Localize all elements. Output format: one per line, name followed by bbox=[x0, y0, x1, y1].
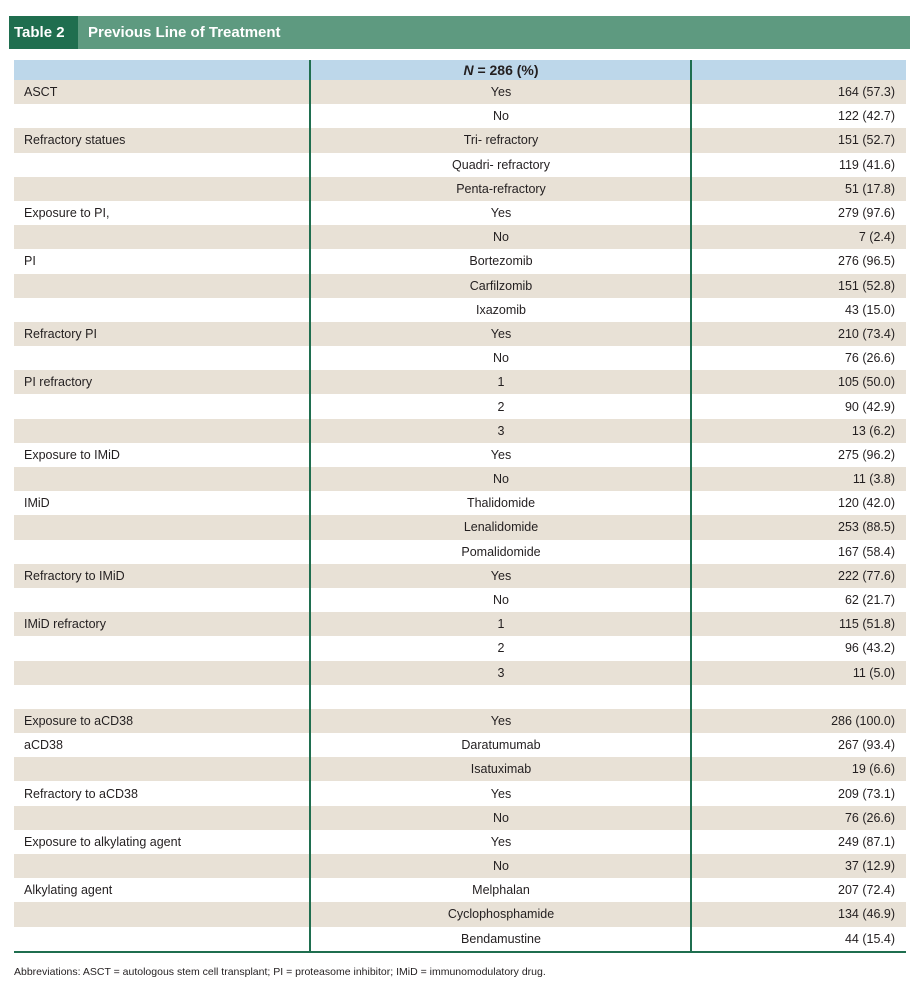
row-value-cell: 120 (42.0) bbox=[838, 496, 895, 511]
row-category-cell: No bbox=[493, 472, 509, 487]
row-value-cell: 267 (93.4) bbox=[838, 738, 895, 753]
row-value-cell: 51 (17.8) bbox=[844, 181, 895, 196]
row-label-cell: PI refractory bbox=[24, 375, 93, 390]
row-value-cell: 13 (6.2) bbox=[851, 423, 895, 438]
row-label-cell: Exposure to PI, bbox=[24, 206, 110, 221]
row-category-cell: No bbox=[493, 109, 509, 124]
row-label-cell: Exposure to alkylating agent bbox=[24, 834, 182, 849]
row-category-cell: Pomalidomide bbox=[461, 544, 541, 559]
row-value-cell: 210 (73.4) bbox=[838, 326, 895, 341]
row-category-cell: No bbox=[493, 859, 509, 874]
row-category-cell: 1 bbox=[497, 617, 505, 632]
row-category-cell: Bendamustine bbox=[461, 931, 541, 946]
row-category-cell: Carfilzomib bbox=[469, 278, 533, 293]
row-category-cell: No bbox=[493, 810, 509, 825]
row-value-cell: 275 (96.2) bbox=[838, 447, 895, 462]
row-value-cell: 11 (5.0) bbox=[852, 665, 895, 680]
row-value-cell: 11 (3.8) bbox=[852, 472, 895, 487]
table-title-bar bbox=[9, 16, 910, 49]
row-category-cell: Yes bbox=[490, 85, 512, 100]
row-label-cell bbox=[24, 927, 304, 951]
table-row bbox=[14, 709, 906, 733]
row-value-cell: 249 (87.1) bbox=[838, 834, 895, 849]
row-category-cell: No bbox=[493, 351, 509, 366]
table-row bbox=[14, 370, 906, 394]
row-value-cell: 151 (52.7) bbox=[838, 133, 895, 148]
table-row bbox=[14, 540, 906, 564]
header-n-label: N = 286 (%) bbox=[463, 62, 539, 78]
row-label-cell bbox=[24, 540, 304, 564]
row-label-cell: Refractory to aCD38 bbox=[24, 786, 138, 801]
row-label-cell bbox=[24, 588, 304, 612]
column-divider-2 bbox=[690, 60, 692, 951]
table-row bbox=[14, 854, 906, 878]
row-label-cell: aCD38 bbox=[24, 738, 63, 753]
row-label-cell bbox=[24, 636, 304, 660]
row-category-cell: 3 bbox=[497, 665, 505, 680]
row-label-cell bbox=[24, 757, 304, 781]
table-row bbox=[14, 878, 906, 902]
table-number-label: Table 2 bbox=[9, 16, 78, 49]
row-value-cell: 43 (15.0) bbox=[844, 302, 895, 317]
row-category-cell: Daratumumab bbox=[461, 738, 541, 753]
table-header-row bbox=[14, 60, 906, 80]
table-title: Previous Line of Treatment bbox=[88, 24, 281, 41]
row-value-cell: 90 (42.9) bbox=[844, 399, 895, 414]
row-value-cell: 276 (96.5) bbox=[838, 254, 895, 269]
table-row bbox=[14, 346, 906, 370]
row-label-cell bbox=[24, 274, 304, 298]
row-value-cell: 134 (46.9) bbox=[838, 907, 895, 922]
row-value-cell: 62 (21.7) bbox=[844, 593, 895, 608]
row-category-cell: Melphalan bbox=[472, 883, 530, 898]
table-row bbox=[14, 588, 906, 612]
table-row bbox=[14, 128, 906, 152]
table-body bbox=[14, 80, 906, 951]
row-label-cell: Exposure to IMiD bbox=[24, 447, 120, 462]
table-row bbox=[14, 661, 906, 685]
table-row bbox=[14, 153, 906, 177]
table-row bbox=[14, 394, 906, 418]
table-row bbox=[14, 902, 906, 926]
table-row bbox=[14, 274, 906, 298]
row-category-cell: Bortezomib bbox=[469, 254, 533, 269]
table-row bbox=[14, 685, 906, 709]
row-value-cell: 151 (52.8) bbox=[838, 278, 895, 293]
row-category-cell: Quadri- refractory bbox=[452, 157, 550, 172]
table-row bbox=[14, 201, 906, 225]
row-label-cell: IMiD bbox=[24, 496, 50, 511]
row-label-cell: PI bbox=[24, 254, 36, 269]
row-value-cell: 76 (26.6) bbox=[844, 351, 895, 366]
row-value-cell: 167 (58.4) bbox=[838, 544, 895, 559]
row-value-cell: 119 (41.6) bbox=[838, 157, 895, 172]
row-category-cell: No bbox=[493, 230, 509, 245]
row-label-cell: Exposure to aCD38 bbox=[24, 713, 134, 728]
table-row bbox=[14, 636, 906, 660]
row-label-cell bbox=[24, 685, 304, 709]
row-category-cell: 2 bbox=[497, 399, 505, 414]
row-value-cell: 105 (50.0) bbox=[838, 375, 895, 390]
column-divider-1 bbox=[309, 60, 311, 951]
row-value-cell: 37 (12.9) bbox=[844, 859, 895, 874]
table-row bbox=[14, 80, 906, 104]
row-category-cell: Yes bbox=[490, 834, 512, 849]
table-row bbox=[14, 781, 906, 805]
table-row bbox=[14, 249, 906, 273]
row-category-cell: Yes bbox=[490, 568, 512, 583]
row-label-cell bbox=[24, 515, 304, 539]
table-row bbox=[14, 806, 906, 830]
row-label-cell bbox=[24, 661, 304, 685]
row-value-cell: 44 (15.4) bbox=[844, 931, 895, 946]
row-category-cell: Lenalidomide bbox=[463, 520, 539, 535]
header-cell-n bbox=[311, 60, 691, 80]
row-value-cell: 279 (97.6) bbox=[838, 206, 895, 221]
row-label-cell bbox=[24, 153, 304, 177]
row-value-cell: 253 (88.5) bbox=[838, 520, 895, 535]
row-category-cell: Yes bbox=[490, 786, 512, 801]
row-value-cell: 222 (77.6) bbox=[838, 568, 895, 583]
table-row bbox=[14, 830, 906, 854]
table-row bbox=[14, 927, 906, 951]
row-label-cell: IMiD refractory bbox=[24, 617, 106, 632]
table-row bbox=[14, 443, 906, 467]
row-category-cell: Ixazomib bbox=[475, 302, 527, 317]
table-row bbox=[14, 491, 906, 515]
row-label-cell: Refractory to IMiD bbox=[24, 568, 125, 583]
table-row bbox=[14, 104, 906, 128]
row-value-cell: 122 (42.7) bbox=[838, 109, 895, 124]
row-value-cell: 115 (51.8) bbox=[838, 617, 895, 632]
row-value-cell: 96 (43.2) bbox=[844, 641, 895, 656]
table-row bbox=[14, 757, 906, 781]
row-value-cell: 7 (2.4) bbox=[858, 230, 895, 245]
table-row bbox=[14, 733, 906, 757]
row-label-cell bbox=[24, 104, 304, 128]
table-row bbox=[14, 322, 906, 346]
row-label-cell bbox=[24, 854, 304, 878]
table-footnote: Abbreviations: ASCT = autologous stem cell transplant; PI = proteasome inhibitor; IMiD = immunomodulatory drug. bbox=[14, 966, 546, 978]
row-label-cell bbox=[24, 394, 304, 418]
row-label-cell bbox=[24, 298, 304, 322]
row-label-cell bbox=[24, 806, 304, 830]
row-label-cell bbox=[24, 346, 304, 370]
row-value-cell: 19 (6.6) bbox=[851, 762, 895, 777]
table-row bbox=[14, 225, 906, 249]
data-table bbox=[14, 60, 906, 953]
row-label-cell bbox=[24, 467, 304, 491]
table-row bbox=[14, 467, 906, 491]
row-category-cell: Yes bbox=[490, 713, 512, 728]
row-category-cell bbox=[311, 685, 691, 709]
row-category-cell: 2 bbox=[497, 641, 505, 656]
row-label-cell bbox=[24, 225, 304, 249]
header-cell-1 bbox=[24, 60, 304, 80]
row-category-cell: Yes bbox=[490, 326, 512, 341]
row-value-cell: 209 (73.1) bbox=[838, 786, 895, 801]
header-cell-3 bbox=[692, 60, 895, 80]
table-row bbox=[14, 419, 906, 443]
row-label-cell bbox=[24, 177, 304, 201]
row-category-cell: Yes bbox=[490, 447, 512, 462]
row-value-cell: 164 (57.3) bbox=[838, 85, 895, 100]
row-label-cell: ASCT bbox=[24, 85, 58, 100]
row-label-cell: Refractory PI bbox=[24, 326, 97, 341]
row-category-cell: Tri- refractory bbox=[463, 133, 539, 148]
row-value-cell: 286 (100.0) bbox=[831, 713, 895, 728]
row-category-cell: 1 bbox=[497, 375, 505, 390]
row-label-cell bbox=[24, 902, 304, 926]
table-row bbox=[14, 177, 906, 201]
row-value-cell: 207 (72.4) bbox=[838, 883, 895, 898]
row-category-cell: Penta-refractory bbox=[456, 181, 546, 196]
row-category-cell: Cyclophosphamide bbox=[447, 907, 555, 922]
row-category-cell: Thalidomide bbox=[466, 496, 536, 511]
table-row bbox=[14, 298, 906, 322]
row-category-cell: No bbox=[493, 593, 509, 608]
row-category-cell: 3 bbox=[497, 423, 505, 438]
table-row bbox=[14, 612, 906, 636]
row-value-cell bbox=[692, 685, 895, 709]
row-label-cell: Alkylating agent bbox=[24, 883, 113, 898]
row-label-cell bbox=[24, 419, 304, 443]
row-category-cell: Yes bbox=[490, 206, 512, 221]
row-category-cell: Isatuximab bbox=[470, 762, 532, 777]
row-label-cell: Refractory statues bbox=[24, 133, 126, 148]
row-value-cell: 76 (26.6) bbox=[844, 810, 895, 825]
table-row bbox=[14, 515, 906, 539]
table-row bbox=[14, 564, 906, 588]
